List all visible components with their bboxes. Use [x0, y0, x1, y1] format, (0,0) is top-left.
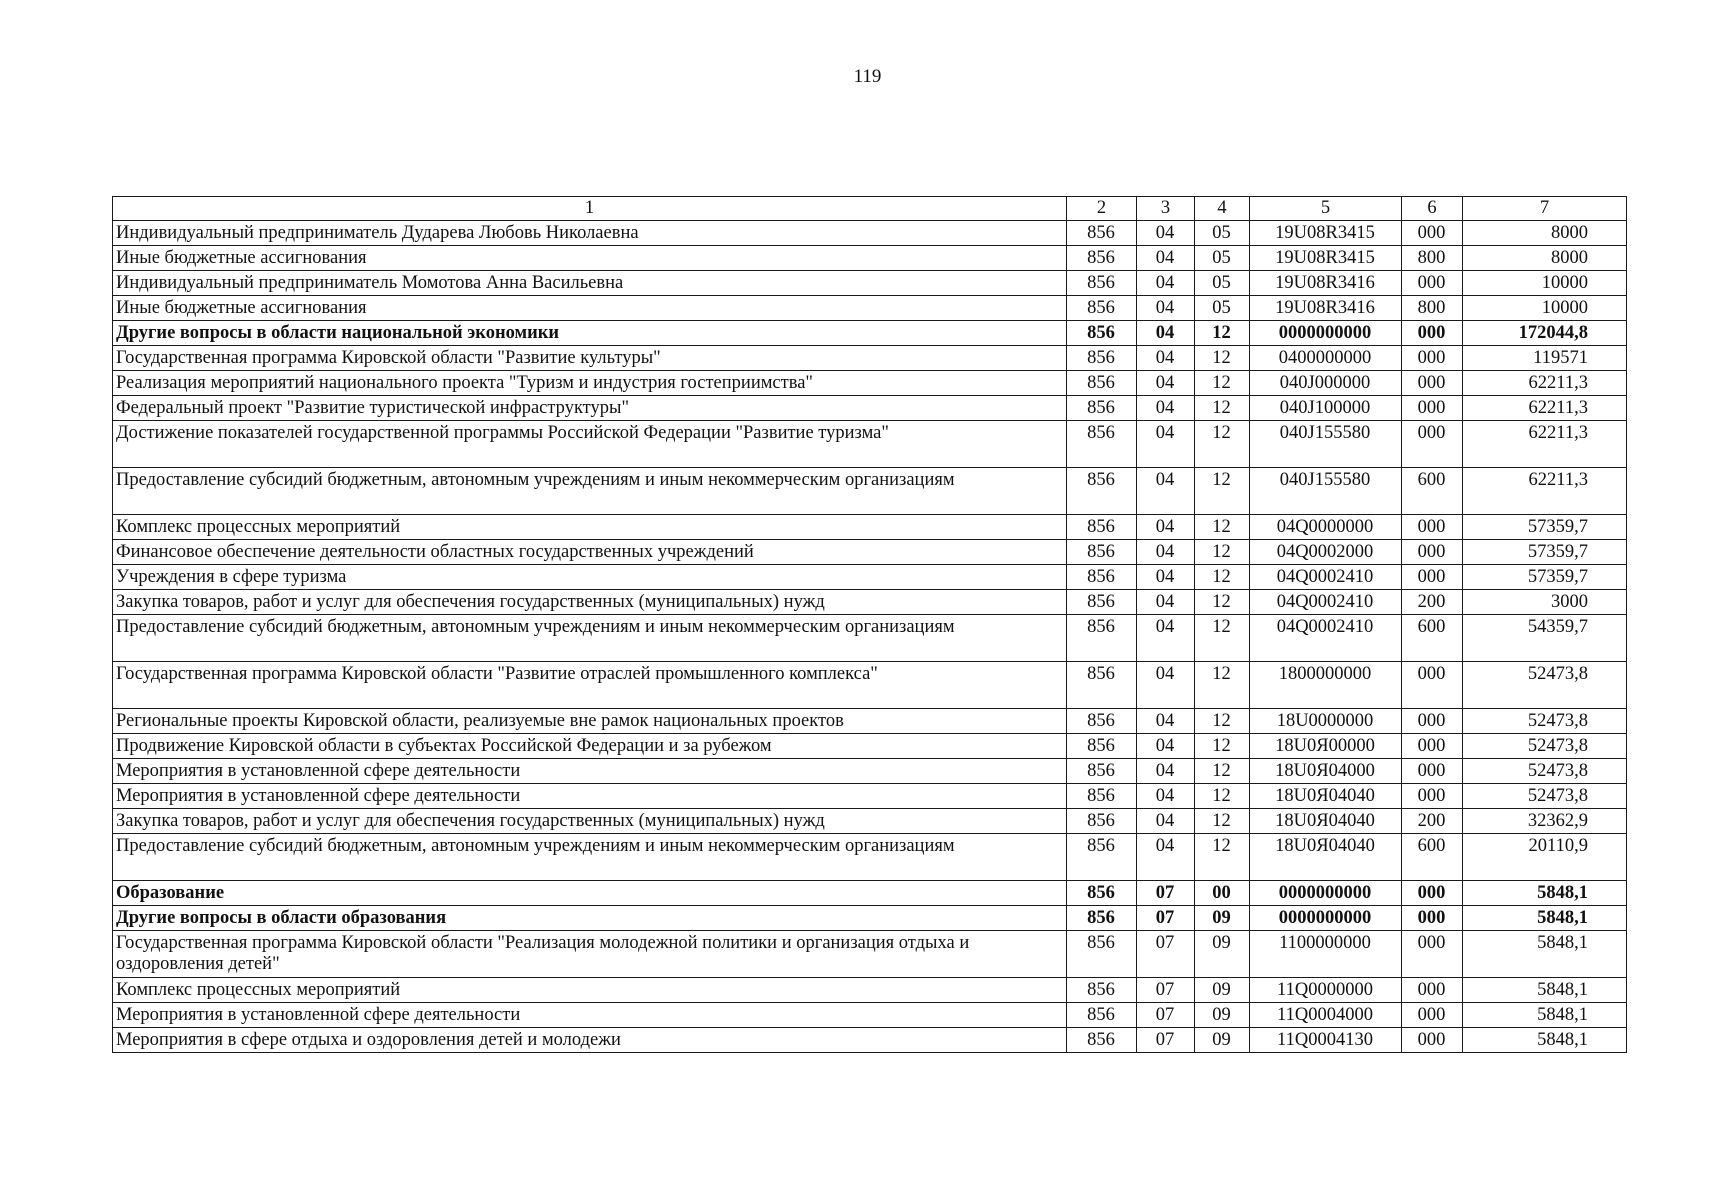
column-header: 1 — [113, 197, 1067, 221]
cell-subsection: 12 — [1195, 321, 1250, 346]
cell-section: 04 — [1137, 271, 1195, 296]
row-name: Мероприятия в установленной сфере деятельности — [113, 1003, 1067, 1028]
cell-ministry-code: 856 — [1067, 615, 1137, 662]
row-name: Мероприятия в установленной сфере деятельности — [113, 759, 1067, 784]
table-row — [113, 371, 1627, 396]
cell-target-article: 19U08R3416 — [1250, 296, 1402, 321]
cell-target-article: 19U08R3415 — [1250, 221, 1402, 246]
cell-expense-type: 000 — [1402, 1028, 1463, 1053]
cell-expense-type: 000 — [1402, 662, 1463, 709]
cell-subsection: 00 — [1195, 881, 1250, 906]
table-row — [113, 978, 1627, 1003]
cell-target-article: 18U0Я04040 — [1250, 809, 1402, 834]
cell-target-article: 0400000000 — [1250, 346, 1402, 371]
row-name: Предоставление субсидий бюджетным, автономным учреждениям и иным некоммерческим организациям — [113, 834, 1067, 881]
cell-target-article: 1100000000 — [1250, 931, 1402, 978]
table-row — [113, 906, 1627, 931]
cell-expense-type: 000 — [1402, 709, 1463, 734]
cell-expense-type: 600 — [1402, 468, 1463, 515]
table-row — [113, 468, 1627, 515]
cell-expense-type: 000 — [1402, 221, 1463, 246]
cell-section: 04 — [1137, 346, 1195, 371]
row-name: Комплекс процессных мероприятий — [113, 978, 1067, 1003]
cell-subsection: 09 — [1195, 978, 1250, 1003]
cell-ministry-code: 856 — [1067, 296, 1137, 321]
cell-amount: 5848,1 — [1463, 931, 1627, 978]
cell-ministry-code: 856 — [1067, 1028, 1137, 1053]
cell-expense-type: 000 — [1402, 271, 1463, 296]
table-row — [113, 662, 1627, 709]
cell-section: 04 — [1137, 834, 1195, 881]
cell-ministry-code: 856 — [1067, 396, 1137, 421]
cell-expense-type: 800 — [1402, 246, 1463, 271]
cell-ministry-code: 856 — [1067, 246, 1137, 271]
cell-section: 04 — [1137, 468, 1195, 515]
cell-ministry-code: 856 — [1067, 809, 1137, 834]
cell-section: 04 — [1137, 590, 1195, 615]
cell-target-article: 040J100000 — [1250, 396, 1402, 421]
row-name: Другие вопросы в области образования — [113, 906, 1067, 931]
cell-expense-type: 600 — [1402, 615, 1463, 662]
table-row — [113, 809, 1627, 834]
table-row — [113, 590, 1627, 615]
cell-section: 04 — [1137, 784, 1195, 809]
cell-expense-type: 600 — [1402, 834, 1463, 881]
row-name: Индивидуальный предприниматель Момотова Анна Васильевна — [113, 271, 1067, 296]
cell-expense-type: 000 — [1402, 734, 1463, 759]
table-body — [113, 221, 1627, 1053]
column-header: 6 — [1402, 197, 1463, 221]
cell-expense-type: 000 — [1402, 784, 1463, 809]
cell-ministry-code: 856 — [1067, 709, 1137, 734]
table-row — [113, 834, 1627, 881]
row-name: Комплекс процессных мероприятий — [113, 515, 1067, 540]
cell-section: 07 — [1137, 931, 1195, 978]
table-row — [113, 709, 1627, 734]
cell-subsection: 09 — [1195, 1028, 1250, 1053]
cell-target-article: 1800000000 — [1250, 662, 1402, 709]
cell-section: 04 — [1137, 221, 1195, 246]
cell-ministry-code: 856 — [1067, 978, 1137, 1003]
table-row — [113, 296, 1627, 321]
cell-ministry-code: 856 — [1067, 371, 1137, 396]
cell-target-article: 11Q0004130 — [1250, 1028, 1402, 1053]
row-name: Региональные проекты Кировской области, реализуемые вне рамок национальных проектов — [113, 709, 1067, 734]
cell-amount: 62211,3 — [1463, 396, 1627, 421]
table-row — [113, 396, 1627, 421]
cell-target-article: 18U0Я04040 — [1250, 834, 1402, 881]
table-row — [113, 615, 1627, 662]
cell-target-article: 18U0Я04000 — [1250, 759, 1402, 784]
table-row — [113, 931, 1627, 978]
row-name: Иные бюджетные ассигнования — [113, 296, 1067, 321]
cell-ministry-code: 856 — [1067, 271, 1137, 296]
cell-target-article: 11Q0004000 — [1250, 1003, 1402, 1028]
cell-subsection: 12 — [1195, 834, 1250, 881]
cell-target-article: 04Q0002410 — [1250, 590, 1402, 615]
cell-ministry-code: 856 — [1067, 1003, 1137, 1028]
cell-expense-type: 200 — [1402, 809, 1463, 834]
cell-target-article: 18U0Я00000 — [1250, 734, 1402, 759]
cell-subsection: 05 — [1195, 271, 1250, 296]
cell-subsection: 12 — [1195, 590, 1250, 615]
cell-amount: 5848,1 — [1463, 881, 1627, 906]
cell-section: 04 — [1137, 565, 1195, 590]
row-name: Государственная программа Кировской области "Реализация молодежной политики и организация отдыха и оздоровления детей" — [113, 931, 1067, 978]
cell-expense-type: 000 — [1402, 1003, 1463, 1028]
cell-ministry-code: 856 — [1067, 346, 1137, 371]
cell-amount: 62211,3 — [1463, 468, 1627, 515]
cell-section: 07 — [1137, 906, 1195, 931]
cell-amount: 119571 — [1463, 346, 1627, 371]
table-row — [113, 346, 1627, 371]
cell-target-article: 040J000000 — [1250, 371, 1402, 396]
cell-amount: 52473,8 — [1463, 709, 1627, 734]
table-header-row — [113, 197, 1627, 221]
row-name: Финансовое обеспечение деятельности областных государственных учреждений — [113, 540, 1067, 565]
cell-amount: 52473,8 — [1463, 759, 1627, 784]
row-name: Достижение показателей государственной программы Российской Федерации "Развитие туризма" — [113, 421, 1067, 468]
page-number: 119 — [853, 66, 882, 87]
cell-expense-type: 000 — [1402, 759, 1463, 784]
cell-expense-type: 000 — [1402, 906, 1463, 931]
cell-target-article: 04Q0000000 — [1250, 515, 1402, 540]
cell-subsection: 09 — [1195, 931, 1250, 978]
cell-subsection: 05 — [1195, 221, 1250, 246]
row-name: Федеральный проект "Развитие туристической инфраструктуры" — [113, 396, 1067, 421]
cell-amount: 54359,7 — [1463, 615, 1627, 662]
cell-subsection: 12 — [1195, 615, 1250, 662]
cell-section: 07 — [1137, 1028, 1195, 1053]
cell-section: 04 — [1137, 421, 1195, 468]
cell-expense-type: 000 — [1402, 371, 1463, 396]
table-row — [113, 515, 1627, 540]
cell-target-article: 0000000000 — [1250, 906, 1402, 931]
cell-expense-type: 800 — [1402, 296, 1463, 321]
cell-amount: 52473,8 — [1463, 662, 1627, 709]
cell-amount: 5848,1 — [1463, 1003, 1627, 1028]
cell-ministry-code: 856 — [1067, 421, 1137, 468]
cell-amount: 57359,7 — [1463, 515, 1627, 540]
cell-subsection: 12 — [1195, 662, 1250, 709]
cell-section: 04 — [1137, 809, 1195, 834]
cell-subsection: 12 — [1195, 709, 1250, 734]
table-row — [113, 759, 1627, 784]
cell-section: 07 — [1137, 1003, 1195, 1028]
cell-amount: 5848,1 — [1463, 906, 1627, 931]
cell-subsection: 12 — [1195, 784, 1250, 809]
cell-ministry-code: 856 — [1067, 759, 1137, 784]
cell-ministry-code: 856 — [1067, 590, 1137, 615]
cell-subsection: 12 — [1195, 809, 1250, 834]
column-header: 5 — [1250, 197, 1402, 221]
cell-section: 04 — [1137, 709, 1195, 734]
cell-subsection: 12 — [1195, 421, 1250, 468]
cell-expense-type: 200 — [1402, 590, 1463, 615]
row-name: Предоставление субсидий бюджетным, автономным учреждениям и иным некоммерческим организациям — [113, 615, 1067, 662]
cell-expense-type: 000 — [1402, 515, 1463, 540]
table-row — [113, 1028, 1627, 1053]
cell-expense-type: 000 — [1402, 421, 1463, 468]
table-row — [113, 540, 1627, 565]
cell-amount: 10000 — [1463, 296, 1627, 321]
cell-subsection: 12 — [1195, 371, 1250, 396]
cell-amount: 57359,7 — [1463, 565, 1627, 590]
cell-amount: 3000 — [1463, 590, 1627, 615]
row-name: Иные бюджетные ассигнования — [113, 246, 1067, 271]
table-row — [113, 321, 1627, 346]
cell-expense-type: 000 — [1402, 540, 1463, 565]
cell-section: 04 — [1137, 515, 1195, 540]
cell-subsection: 12 — [1195, 565, 1250, 590]
cell-ministry-code: 856 — [1067, 834, 1137, 881]
row-name: Мероприятия в установленной сфере деятельности — [113, 784, 1067, 809]
cell-target-article: 18U0Я04040 — [1250, 784, 1402, 809]
cell-target-article: 0000000000 — [1250, 321, 1402, 346]
cell-amount: 52473,8 — [1463, 784, 1627, 809]
cell-section: 07 — [1137, 978, 1195, 1003]
row-name: Государственная программа Кировской области "Развитие отраслей промышленного комплекса" — [113, 662, 1067, 709]
cell-target-article: 040J155580 — [1250, 421, 1402, 468]
cell-section: 04 — [1137, 321, 1195, 346]
cell-target-article: 19U08R3416 — [1250, 271, 1402, 296]
table-row — [113, 1003, 1627, 1028]
cell-target-article: 0000000000 — [1250, 881, 1402, 906]
cell-target-article: 04Q0002000 — [1250, 540, 1402, 565]
cell-subsection: 12 — [1195, 468, 1250, 515]
cell-expense-type: 000 — [1402, 321, 1463, 346]
cell-amount: 32362,9 — [1463, 809, 1627, 834]
cell-section: 07 — [1137, 881, 1195, 906]
row-name: Индивидуальный предприниматель Дударева Любовь Николаевна — [113, 221, 1067, 246]
cell-amount: 172044,8 — [1463, 321, 1627, 346]
cell-section: 04 — [1137, 615, 1195, 662]
cell-section: 04 — [1137, 246, 1195, 271]
table-row — [113, 221, 1627, 246]
cell-target-article: 19U08R3415 — [1250, 246, 1402, 271]
cell-subsection: 12 — [1195, 540, 1250, 565]
cell-section: 04 — [1137, 371, 1195, 396]
table-row — [113, 784, 1627, 809]
cell-subsection: 09 — [1195, 1003, 1250, 1028]
cell-expense-type: 000 — [1402, 931, 1463, 978]
row-name: Образование — [113, 881, 1067, 906]
row-name: Продвижение Кировской области в субъектах Российской Федерации и за рубежом — [113, 734, 1067, 759]
cell-ministry-code: 856 — [1067, 662, 1137, 709]
cell-amount: 5848,1 — [1463, 978, 1627, 1003]
row-name: Закупка товаров, работ и услуг для обеспечения государственных (муниципальных) нужд — [113, 590, 1067, 615]
cell-section: 04 — [1137, 662, 1195, 709]
cell-section: 04 — [1137, 759, 1195, 784]
cell-ministry-code: 856 — [1067, 540, 1137, 565]
cell-subsection: 12 — [1195, 515, 1250, 540]
cell-subsection: 12 — [1195, 759, 1250, 784]
cell-expense-type: 000 — [1402, 565, 1463, 590]
cell-amount: 62211,3 — [1463, 371, 1627, 396]
row-name: Государственная программа Кировской области "Развитие культуры" — [113, 346, 1067, 371]
cell-section: 04 — [1137, 296, 1195, 321]
column-header: 7 — [1463, 197, 1627, 221]
budget-table — [112, 196, 1627, 1053]
cell-amount: 10000 — [1463, 271, 1627, 296]
cell-section: 04 — [1137, 734, 1195, 759]
cell-ministry-code: 856 — [1067, 321, 1137, 346]
row-name: Мероприятия в сфере отдыха и оздоровления детей и молодежи — [113, 1028, 1067, 1053]
column-header: 4 — [1195, 197, 1250, 221]
cell-subsection: 12 — [1195, 734, 1250, 759]
cell-ministry-code: 856 — [1067, 784, 1137, 809]
cell-expense-type: 000 — [1402, 978, 1463, 1003]
table-row — [113, 271, 1627, 296]
cell-target-article: 18U0000000 — [1250, 709, 1402, 734]
cell-ministry-code: 856 — [1067, 734, 1137, 759]
cell-ministry-code: 856 — [1067, 468, 1137, 515]
cell-section: 04 — [1137, 396, 1195, 421]
row-name: Другие вопросы в области национальной экономики — [113, 321, 1067, 346]
cell-target-article: 040J155580 — [1250, 468, 1402, 515]
cell-target-article: 04Q0002410 — [1250, 615, 1402, 662]
cell-amount: 62211,3 — [1463, 421, 1627, 468]
cell-subsection: 05 — [1195, 296, 1250, 321]
cell-amount: 8000 — [1463, 221, 1627, 246]
cell-expense-type: 000 — [1402, 346, 1463, 371]
cell-amount: 20110,9 — [1463, 834, 1627, 881]
table-row — [113, 565, 1627, 590]
cell-expense-type: 000 — [1402, 396, 1463, 421]
cell-ministry-code: 856 — [1067, 515, 1137, 540]
cell-target-article: 11Q0000000 — [1250, 978, 1402, 1003]
cell-amount: 5848,1 — [1463, 1028, 1627, 1053]
cell-expense-type: 000 — [1402, 881, 1463, 906]
cell-amount: 8000 — [1463, 246, 1627, 271]
cell-section: 04 — [1137, 540, 1195, 565]
cell-subsection: 12 — [1195, 346, 1250, 371]
cell-ministry-code: 856 — [1067, 931, 1137, 978]
cell-subsection: 09 — [1195, 906, 1250, 931]
cell-subsection: 12 — [1195, 396, 1250, 421]
row-name: Закупка товаров, работ и услуг для обеспечения государственных (муниципальных) нужд — [113, 809, 1067, 834]
cell-amount: 52473,8 — [1463, 734, 1627, 759]
cell-amount: 57359,7 — [1463, 540, 1627, 565]
column-header: 3 — [1137, 197, 1195, 221]
table-row — [113, 421, 1627, 468]
row-name: Реализация мероприятий национального проекта "Туризм и индустрия гостеприимства" — [113, 371, 1067, 396]
row-name: Учреждения в сфере туризма — [113, 565, 1067, 590]
cell-subsection: 05 — [1195, 246, 1250, 271]
column-header: 2 — [1067, 197, 1137, 221]
cell-ministry-code: 856 — [1067, 906, 1137, 931]
row-name: Предоставление субсидий бюджетным, автономным учреждениям и иным некоммерческим организациям — [113, 468, 1067, 515]
table-row — [113, 246, 1627, 271]
table-row — [113, 881, 1627, 906]
table-row — [113, 734, 1627, 759]
cell-target-article: 04Q0002410 — [1250, 565, 1402, 590]
cell-ministry-code: 856 — [1067, 221, 1137, 246]
cell-ministry-code: 856 — [1067, 565, 1137, 590]
cell-ministry-code: 856 — [1067, 881, 1137, 906]
